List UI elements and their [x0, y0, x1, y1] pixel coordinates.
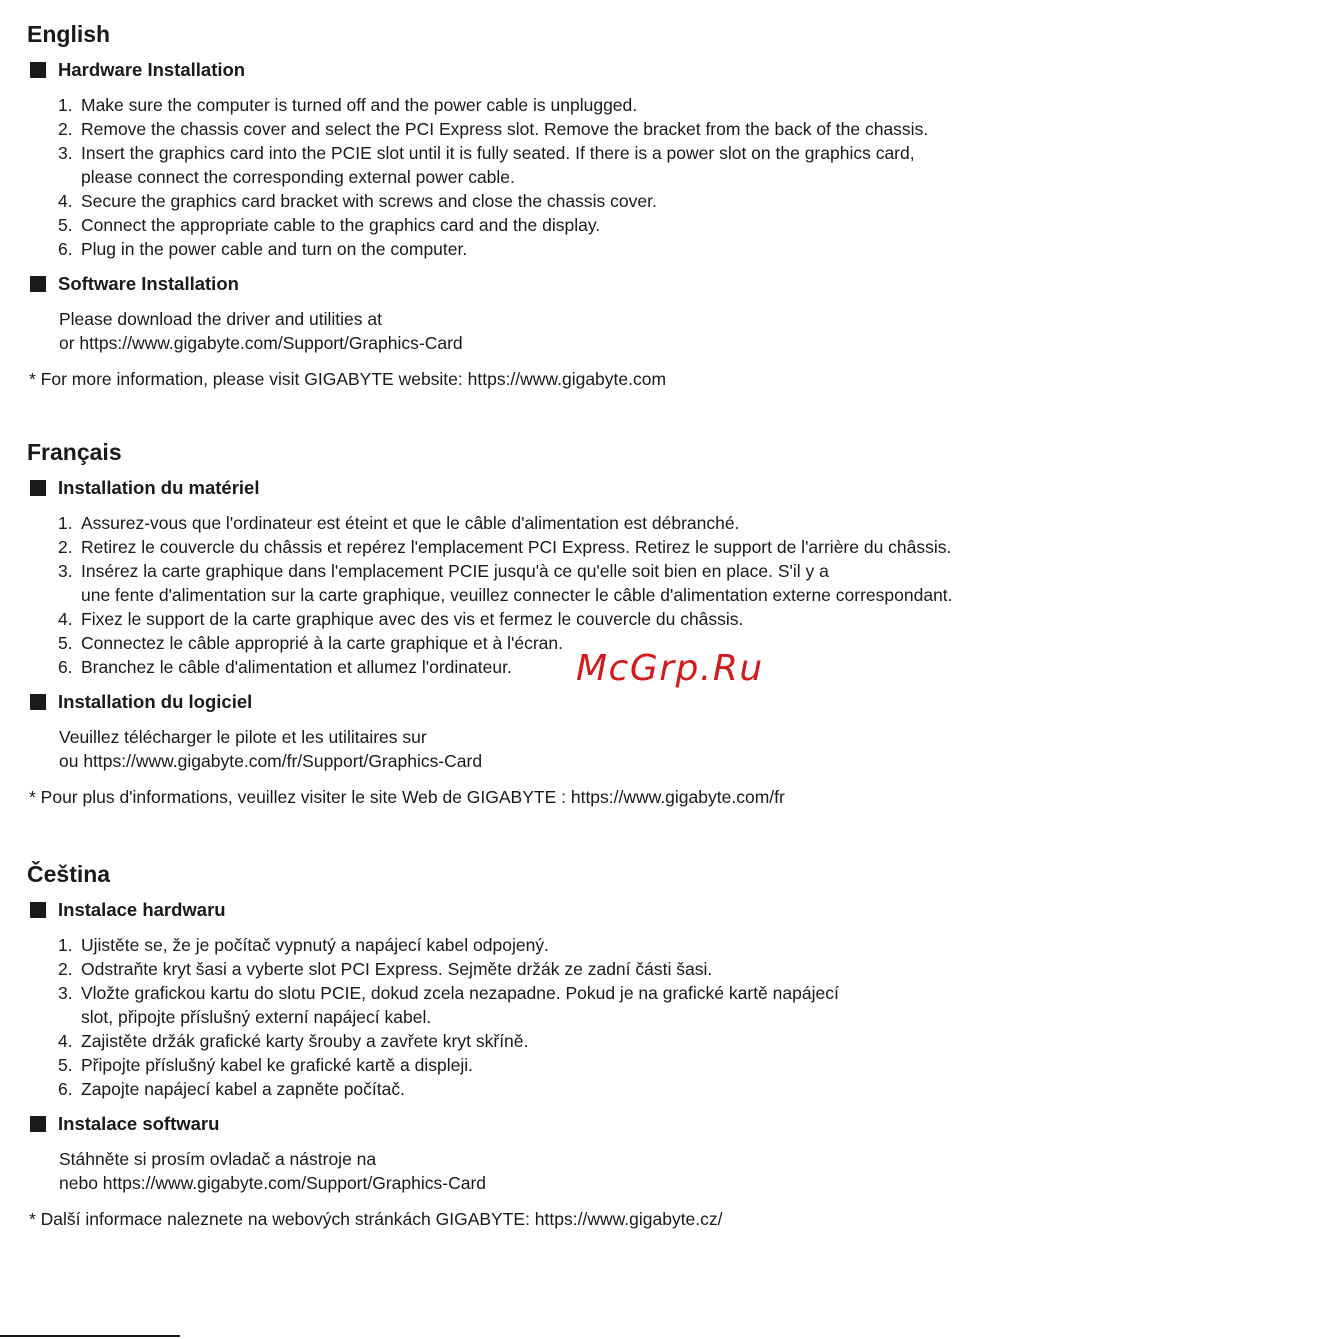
hardware-heading: [30, 898, 226, 922]
hardware-steps: [58, 511, 953, 679]
software-text-line: nebo https://www.gigabyte.com/Support/Graphics-Card: [59, 1173, 487, 1193]
software-text-line: Please download the driver and utilities at: [59, 309, 382, 329]
step-number: 5.: [58, 215, 73, 235]
square-bullet-icon: [30, 62, 46, 78]
square-bullet-icon: [30, 694, 46, 710]
section-title: English: [27, 21, 111, 47]
step-text: Fixez le support de la carte graphique avec des vis et fermez le couvercle du châssis.: [81, 609, 744, 629]
square-bullet-icon: [30, 480, 46, 496]
step-item: [58, 631, 953, 655]
step-text: Insérez la carte graphique dans l'emplacement PCIE jusqu'à ce qu'elle soit bien en place. S'il y a: [81, 561, 829, 581]
info-note: * Další informace naleznete na webových stránkách GIGABYTE: https://www.gigabyte.cz/: [29, 1209, 723, 1229]
info-note: * For more information, please visit GIGABYTE website: https://www.gigabyte.com: [29, 369, 667, 389]
hardware-heading-text: Hardware Installation: [58, 59, 246, 80]
step-number: 2.: [58, 119, 73, 139]
step-item: [58, 957, 839, 981]
step-text: Insert the graphics card into the PCIE slot until it is fully seated. If there is a power slot on the graphics card,: [81, 143, 915, 163]
step-number: 5.: [58, 1055, 73, 1075]
hardware-heading-text: Instalace hardwaru: [58, 899, 226, 920]
step-text: Retirez le couvercle du châssis et repérez l'emplacement PCI Express. Retirez le support de l'arrière du châssis.: [81, 537, 952, 557]
step-item: [58, 93, 928, 117]
step-number: 3.: [58, 143, 73, 163]
software-heading: [30, 1112, 219, 1136]
watermark: McGrp.Ru: [576, 648, 764, 689]
software-heading-text: Software Installation: [58, 273, 239, 294]
software-text-line: or https://www.gigabyte.com/Support/Graphics-Card: [59, 333, 463, 353]
step-item: [58, 535, 953, 559]
step-text-continued: slot, připojte příslušný externí napájecí kabel.: [81, 1007, 432, 1027]
footer-rule: [0, 1335, 180, 1337]
step-number: 6.: [58, 1079, 73, 1099]
step-number: 6.: [58, 239, 73, 259]
step-number: 1.: [58, 95, 73, 115]
step-number: 4.: [58, 191, 73, 211]
info-note: * Pour plus d'informations, veuillez visiter le site Web de GIGABYTE : https://www.gigabyte.com/fr: [29, 787, 785, 807]
step-item: [58, 559, 953, 607]
step-number: 3.: [58, 561, 73, 581]
software-text-line: Veuillez télécharger le pilote et les utilitaires sur: [59, 727, 427, 747]
software-text-line: ou https://www.gigabyte.com/fr/Support/Graphics-Card: [59, 751, 483, 771]
hardware-steps: [58, 93, 928, 261]
step-text: Make sure the computer is turned off and the power cable is unplugged.: [81, 95, 638, 115]
step-item: [58, 511, 953, 535]
step-text: Remove the chassis cover and select the PCI Express slot. Remove the bracket from the back of the chassis.: [81, 119, 929, 139]
step-number: 2.: [58, 537, 73, 557]
step-number: 6.: [58, 657, 73, 677]
step-text: Připojte příslušný kabel ke grafické kartě a displeji.: [81, 1055, 473, 1075]
step-number: 4.: [58, 1031, 73, 1051]
hardware-heading: [30, 58, 245, 82]
hardware-steps: [58, 933, 839, 1101]
software-text-line: Stáhněte si prosím ovladač a nástroje na: [59, 1149, 377, 1169]
step-item: [58, 1029, 839, 1053]
step-item: [58, 213, 928, 237]
step-item: [58, 607, 953, 631]
step-text: Connect the appropriate cable to the graphics card and the display.: [81, 215, 601, 235]
step-number: 3.: [58, 983, 73, 1003]
step-text: Ujistěte se, že je počítač vypnutý a napájecí kabel odpojený.: [81, 935, 549, 955]
step-number: 1.: [58, 935, 73, 955]
section-title: Čeština: [27, 861, 111, 887]
square-bullet-icon: [30, 1116, 46, 1132]
step-text: Vložte grafickou kartu do slotu PCIE, dokud zcela nezapadne. Pokud je na grafické kartě napájecí: [81, 983, 839, 1003]
hardware-heading: [30, 476, 260, 500]
step-item: [58, 655, 953, 679]
software-heading: [30, 690, 252, 714]
step-text: Odstraňte kryt šasi a vyberte slot PCI Express. Sejměte držák ze zadní části šasi.: [81, 959, 713, 979]
step-item: [58, 933, 839, 957]
software-heading-text: Installation du logiciel: [58, 691, 253, 712]
software-heading: [30, 272, 239, 296]
section-title: Français: [27, 439, 122, 465]
step-item: [58, 1053, 839, 1077]
step-item: [58, 189, 928, 213]
step-text: Zajistěte držák grafické karty šrouby a zavřete kryt skříně.: [81, 1031, 529, 1051]
step-item: [58, 141, 928, 189]
step-item: [58, 237, 928, 261]
step-text-continued: une fente d'alimentation sur la carte graphique, veuillez connecter le câble d'alimentation externe correspondant.: [81, 585, 953, 605]
step-number: 2.: [58, 959, 73, 979]
square-bullet-icon: [30, 276, 46, 292]
step-text: Plug in the power cable and turn on the computer.: [81, 239, 468, 259]
step-item: [58, 117, 928, 141]
step-item: [58, 981, 839, 1029]
step-text: Secure the graphics card bracket with screws and close the chassis cover.: [81, 191, 657, 211]
step-text-continued: please connect the corresponding external power cable.: [81, 167, 515, 187]
step-number: 1.: [58, 513, 73, 533]
hardware-heading-text: Installation du matériel: [58, 477, 260, 498]
step-number: 4.: [58, 609, 73, 629]
software-heading-text: Instalace softwaru: [58, 1113, 220, 1134]
step-text: Assurez-vous que l'ordinateur est éteint et que le câble d'alimentation est débranché.: [81, 513, 740, 533]
step-text: Zapojte napájecí kabel a zapněte počítač.: [81, 1079, 405, 1099]
step-number: 5.: [58, 633, 73, 653]
step-text: Branchez le câble d'alimentation et allumez l'ordinateur.: [81, 657, 512, 677]
step-text: Connectez le câble approprié à la carte graphique et à l'écran.: [81, 633, 563, 653]
square-bullet-icon: [30, 902, 46, 918]
step-item: [58, 1077, 839, 1101]
